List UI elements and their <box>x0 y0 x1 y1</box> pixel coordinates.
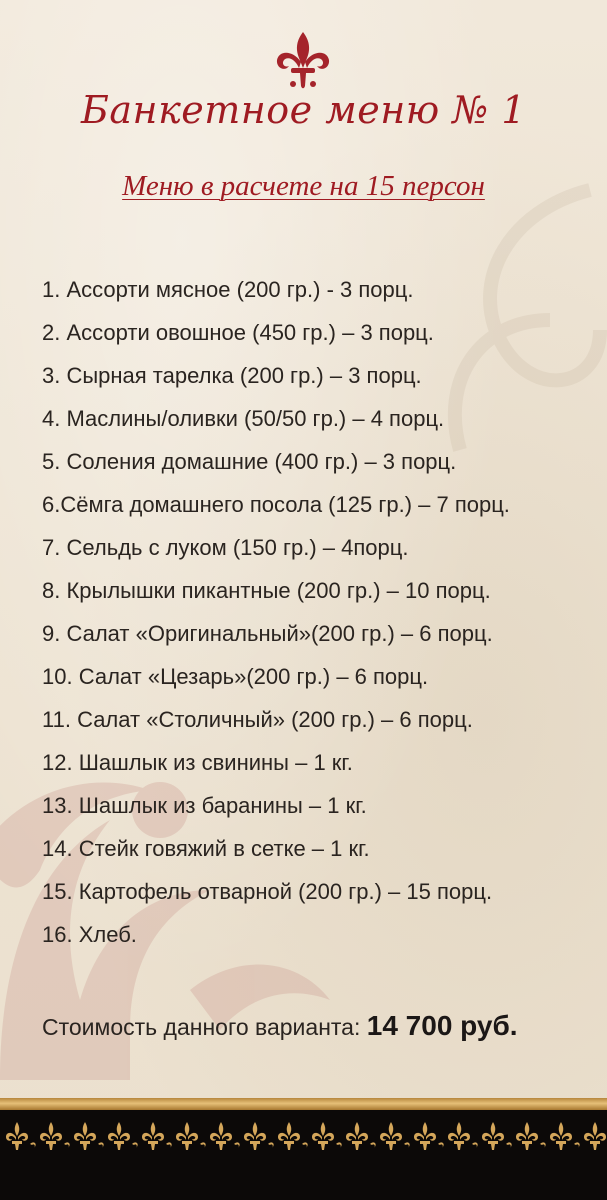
menu-item: 10. Салат «Цезарь»(200 гр.) – 6 порц. <box>42 664 429 689</box>
menu-item: 1. Ассорти мясное (200 гр.) - 3 порц. <box>42 277 414 302</box>
border-fleur-icon <box>584 1122 607 1150</box>
menu-item: 13. Шашлык из баранины – 1 кг. <box>42 793 367 818</box>
border-fleur-icon <box>6 1122 36 1150</box>
border-fleur-icon <box>40 1122 70 1150</box>
fleur-de-lis-border <box>0 1118 607 1156</box>
border-fleur-icon <box>550 1122 580 1150</box>
menu-subtitle: Меню в расчете на 15 персон <box>122 170 485 202</box>
border-fleur-icon <box>482 1122 512 1150</box>
price-value: 14 700 руб. <box>366 1010 518 1041</box>
menu-item: 8. Крылышки пикантные (200 гр.) – 10 порц. <box>42 578 491 603</box>
menu-item: 5. Соления домашние (400 гр.) – 3 порц. <box>42 449 457 474</box>
border-fleur-icon <box>210 1122 240 1150</box>
menu-item: 4. Маслины/оливки (50/50 гр.) – 4 порц. <box>42 406 445 431</box>
border-fleur-icon <box>448 1122 478 1150</box>
menu-title: Банкетное меню № 1 <box>80 88 527 132</box>
border-fleur-icon <box>108 1122 138 1150</box>
border-fleur-icon <box>414 1122 444 1150</box>
gold-divider-band <box>0 1098 607 1110</box>
border-fleur-icon <box>176 1122 206 1150</box>
price-label: Стоимость данного варианта: <box>42 1014 361 1040</box>
border-fleur-icon <box>312 1122 342 1150</box>
menu-item: 11. Салат «Столичный» (200 гр.) – 6 порц. <box>42 707 473 732</box>
menu-item: 6.Сёмга домашнего посола (125 гр.) – 7 порц. <box>42 492 510 517</box>
border-fleur-icon <box>346 1122 376 1150</box>
menu-item: 12. Шашлык из свинины – 1 кг. <box>42 750 353 775</box>
border-fleur-icon <box>244 1122 274 1150</box>
menu-item: 9. Салат «Оригинальный»(200 гр.) – 6 порц. <box>42 621 493 646</box>
border-fleur-icon <box>74 1122 104 1150</box>
price-line <box>42 1010 592 1042</box>
border-fleur-icon <box>278 1122 308 1150</box>
menu-item: 14. Стейк говяжий в сетке – 1 кг. <box>42 836 370 861</box>
border-fleur-icon <box>380 1122 410 1150</box>
menu-item: 3. Сырная тарелка (200 гр.) – 3 порц. <box>42 363 422 388</box>
menu-item: 7. Сельдь с луком (150 гр.) – 4порц. <box>42 535 409 560</box>
border-fleur-icon <box>142 1122 172 1150</box>
menu-item: 16. Хлеб. <box>42 922 137 947</box>
fleur-de-lis-icon <box>271 28 335 92</box>
menu-item: 15. Картофель отварной (200 гр.) – 15 порц. <box>42 879 493 904</box>
menu-items-list <box>42 268 582 956</box>
border-fleur-icon <box>516 1122 546 1150</box>
menu-item: 2. Ассорти овошное (450 гр.) – 3 порц. <box>42 320 434 345</box>
